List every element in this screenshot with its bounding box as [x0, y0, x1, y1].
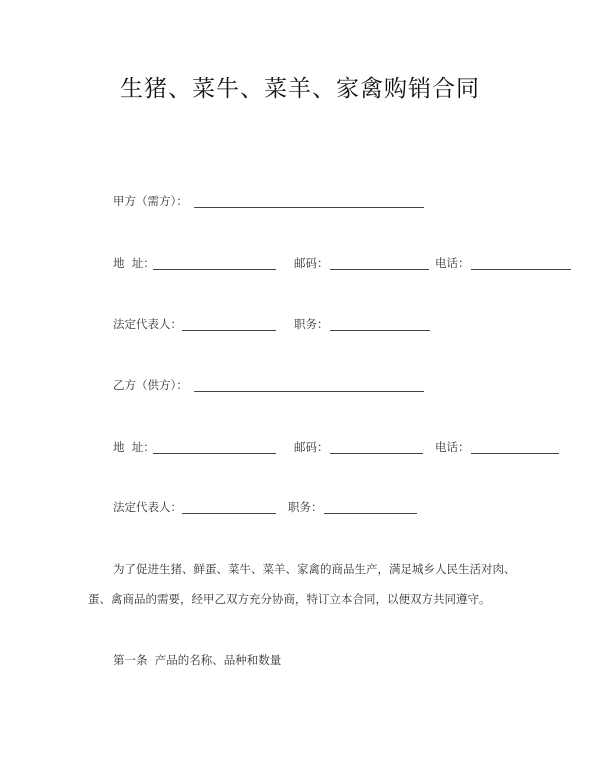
party-a-postcode-label: 邮码：: [294, 256, 329, 270]
party-a-address-label: 地 址：: [113, 256, 155, 270]
party-a-legal-rep-label: 法定代表人：: [113, 317, 182, 331]
preamble-line-2: 蛋、禽商品的需要，经甲乙双方充分协商，特订立本合同，以便双方共同遵守。: [88, 592, 491, 606]
party-a-name-blank[interactable]: [194, 207, 424, 208]
party-b-address-label: 地 址：: [113, 440, 155, 454]
party-a-address-blank[interactable]: [153, 269, 276, 270]
party-b-postcode-label: 邮码：: [294, 440, 329, 454]
party-a-phone-label: 电话：: [435, 256, 470, 270]
article-1-heading: 第一条 产品的名称、品种和数量: [113, 653, 282, 667]
party-b-position-label: 职务：: [288, 500, 323, 514]
party-a-position-label: 职务：: [294, 317, 329, 331]
party-b-postcode-blank[interactable]: [330, 453, 423, 454]
party-a-legal-rep-blank[interactable]: [182, 330, 276, 331]
party-b-phone-label: 电话：: [435, 440, 470, 454]
party-b-legal-rep-blank[interactable]: [182, 513, 276, 514]
party-b-position-blank[interactable]: [324, 513, 417, 514]
party-a-position-blank[interactable]: [330, 330, 430, 331]
party-a-postcode-blank[interactable]: [330, 269, 429, 270]
party-b-name-label: 乙方（供方）：: [113, 378, 188, 392]
party-a-name-label: 甲方（需方）：: [113, 194, 188, 208]
party-b-legal-rep-label: 法定代表人：: [113, 500, 182, 514]
preamble-line-1: 为了促进生猪、鲜蛋、菜牛、菜羊、家禽的商品生产，满足城乡人民生活对肉、: [113, 562, 516, 576]
party-b-name-blank[interactable]: [194, 391, 424, 392]
party-a-phone-blank[interactable]: [471, 269, 571, 270]
party-b-address-blank[interactable]: [153, 453, 276, 454]
document-title: 生猪、菜牛、菜羊、家禽购销合同: [120, 76, 480, 102]
party-b-phone-blank[interactable]: [471, 453, 559, 454]
